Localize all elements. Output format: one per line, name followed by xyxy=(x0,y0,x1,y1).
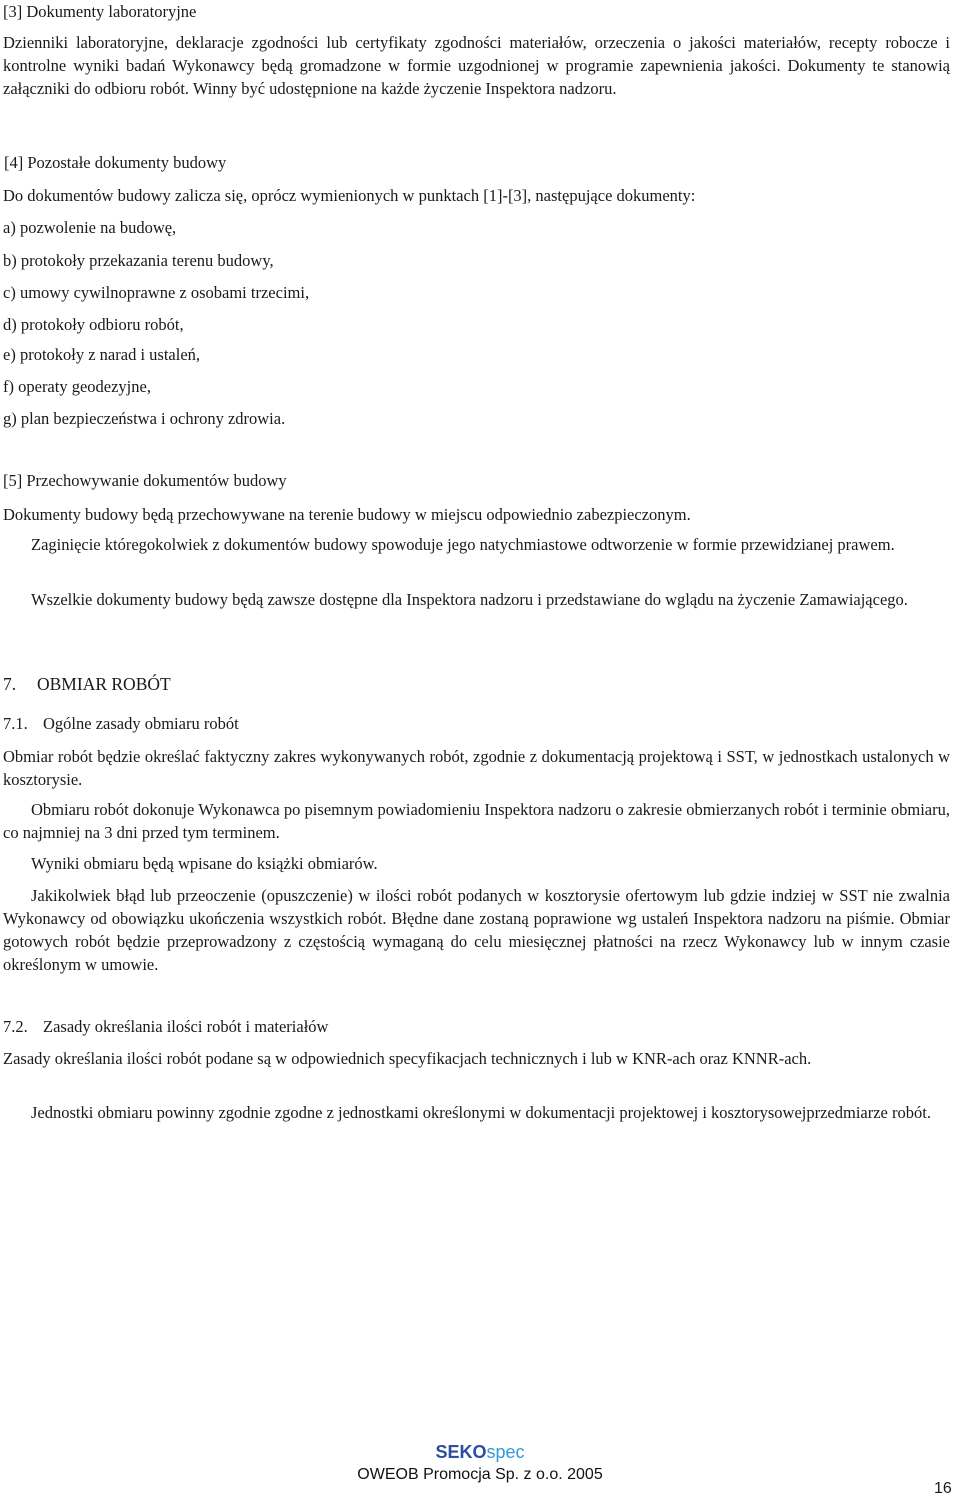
list-item: c) umowy cywilnoprawne z osobami trzecimi, xyxy=(3,283,310,302)
section-7-1-paragraph: Wyniki obmiaru będą wpisane do książki obmiarów. xyxy=(31,854,378,873)
section-7-1-paragraph: Obmiar robót będzie określać faktyczny zakres wykonywanych robót, zgodnie z dokumentacją projektową i SST, w jednostkach ustalonych w kosztorysie. xyxy=(3,747,950,789)
chapter-title: OBMIAR ROBÓT xyxy=(37,674,171,694)
section-title: Zasady określania ilości robót i materiałów xyxy=(43,1017,329,1036)
section-number: 7.1. xyxy=(3,714,28,733)
list-item: g) plan bezpieczeństwa i ochrony zdrowia. xyxy=(3,409,286,428)
sekospec-logo xyxy=(0,1442,960,1462)
list-item: b) protokoły przekazania terenu budowy, xyxy=(3,251,274,270)
section-4-heading: [4] Pozostałe dokumenty budowy xyxy=(4,153,227,172)
chapter-number: 7. xyxy=(3,674,17,694)
section-7-2-paragraph: Zasady określania ilości robót podane są w odpowiednich specyfikacjach technicznych i lub w KNR-ach oraz KNNR-ach. xyxy=(3,1049,812,1068)
page-number: 16 xyxy=(934,1480,952,1497)
section-5-paragraph: Dokumenty budowy będą przechowywane na terenie budowy w miejscu odpowiednio zabezpieczonym. xyxy=(3,505,691,524)
list-item: e) protokoły z narad i ustaleń, xyxy=(3,345,201,364)
footer-company: OWEOB Promocja Sp. z o.o. 2005 xyxy=(357,1466,603,1483)
logo-seko: SEKO xyxy=(435,1442,487,1462)
section-7-1-paragraph: Obmiaru robót dokonuje Wykonawca po pisemnym powiadomieniu Inspektora nadzoru o zakresie obmierzanych robót i terminie obmiaru, co najmniej na 3 dni przed tym terminem. xyxy=(3,800,950,842)
section-7-2-heading xyxy=(3,1015,328,1038)
chapter-7-heading xyxy=(3,673,171,696)
list-item: d) protokoły odbioru robót, xyxy=(3,315,184,334)
section-title: Ogólne zasady obmiaru robót xyxy=(43,714,239,733)
list-item: a) pozwolenie na budowę, xyxy=(3,218,177,237)
section-7-1-heading xyxy=(3,712,239,735)
section-5-paragraph: Wszelkie dokumenty budowy będą zawsze dostępne dla Inspektora nadzoru i przedstawiane do wglądu na życzenie Zamawiającego. xyxy=(31,590,908,609)
section-7-1-paragraph: Jakikolwiek błąd lub przeoczenie (opuszczenie) w ilości robót podanych w kosztorysie ofertowym lub gdzie indziej w SST nie zwalnia Wykonawcy od obowiązku ukończenia wszystkich robót. Błędne dane zostaną poprawione wg ustaleń Inspektora nadzoru na piśmie. Obmiar gotowych robót będzie przeprowadzony z częstością wymaganą do celu miesięcznej płatności na rzecz Wykonawcy lub w innym czasie określonym w umowie. xyxy=(3,886,950,974)
section-number: 7.2. xyxy=(3,1017,28,1036)
section-5-paragraph: Zaginięcie któregokolwiek z dokumentów budowy spowoduje jego natychmiastowe odtworzenie w formie przewidzianej prawem. xyxy=(31,535,895,554)
section-5-heading: [5] Przechowywanie dokumentów budowy xyxy=(3,471,287,490)
section-3-heading: [3] Dokumenty laboratoryjne xyxy=(3,2,197,21)
section-4-intro: Do dokumentów budowy zalicza się, oprócz wymienionych w punktach [1]-[3], następujące dokumenty: xyxy=(3,186,696,205)
list-item: f) operaty geodezyjne, xyxy=(3,377,151,396)
logo-spec: spec xyxy=(486,1442,525,1462)
section-7-2-paragraph: Jednostki obmiaru powinny zgodnie zgodne z jednostkami określonymi w dokumentacji projektowej i kosztorysowejprzedmiarze robót. xyxy=(31,1103,931,1122)
section-3-text: Dzienniki laboratoryjne, deklaracje zgodności lub certyfikaty zgodności materiałów, orzeczenia o jakości materiałów, recepty robocze i kontrolne wyniki badań Wykonawcy będą gromadzone w formie uzgodnionej w programie zapewnienia jakości. Dokumenty te stanowią załączniki do odbioru robót. Winny być udostępnione na każde życzenie Inspektora nadzoru. xyxy=(3,33,950,98)
